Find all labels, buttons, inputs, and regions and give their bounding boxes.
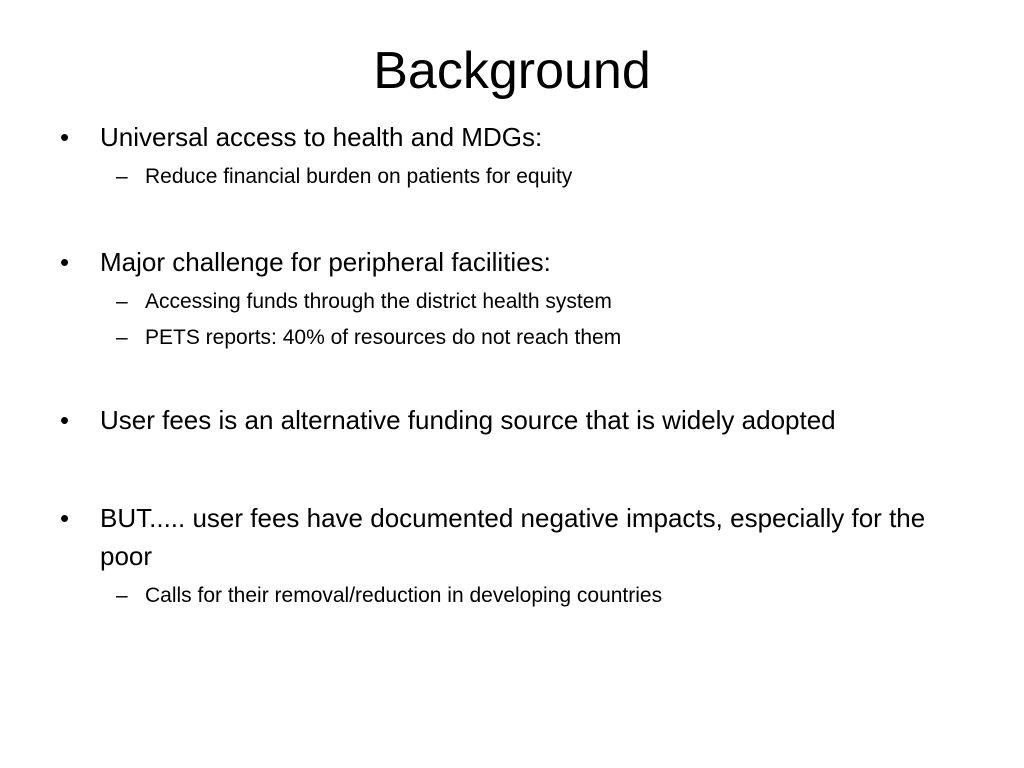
bullet-text: Major challenge for peripheral facilities: [100,247,551,277]
dash-icon: – [116,290,128,313]
sub-point [60,287,980,317]
sub-point [60,323,980,353]
bullet-text: Universal access to health and MDGs: [100,122,543,152]
bullet-text: User fees is an alternative funding source that is widely adopted [100,405,836,435]
bullet-point-1 [60,118,980,156]
sub-point-text: PETS reports: 40% of resources do not reach them [145,326,622,349]
bullet-icon: • [60,405,70,435]
bullet-icon: • [60,122,70,152]
slide-content [60,118,980,611]
sub-point [60,162,980,192]
bullet-point-2 [60,243,980,281]
bullet-icon: • [60,247,70,277]
sub-point-text: Calls for their removal/reduction in developing countries [145,584,663,607]
bullet-point-4 [60,499,980,575]
sub-point-text: Accessing funds through the district health system [145,290,612,313]
slide-title: Background [373,42,651,100]
sub-point-text: Reduce financial burden on patients for equity [145,165,573,188]
bullet-text: BUT..... user fees have documented negative impacts, especially for the poor [100,503,926,571]
bullet-icon: • [60,503,70,533]
sub-point [60,581,980,611]
dash-icon: – [116,584,128,607]
dash-icon: – [116,165,128,188]
bullet-point-3 [60,401,980,439]
dash-icon: – [116,326,128,349]
